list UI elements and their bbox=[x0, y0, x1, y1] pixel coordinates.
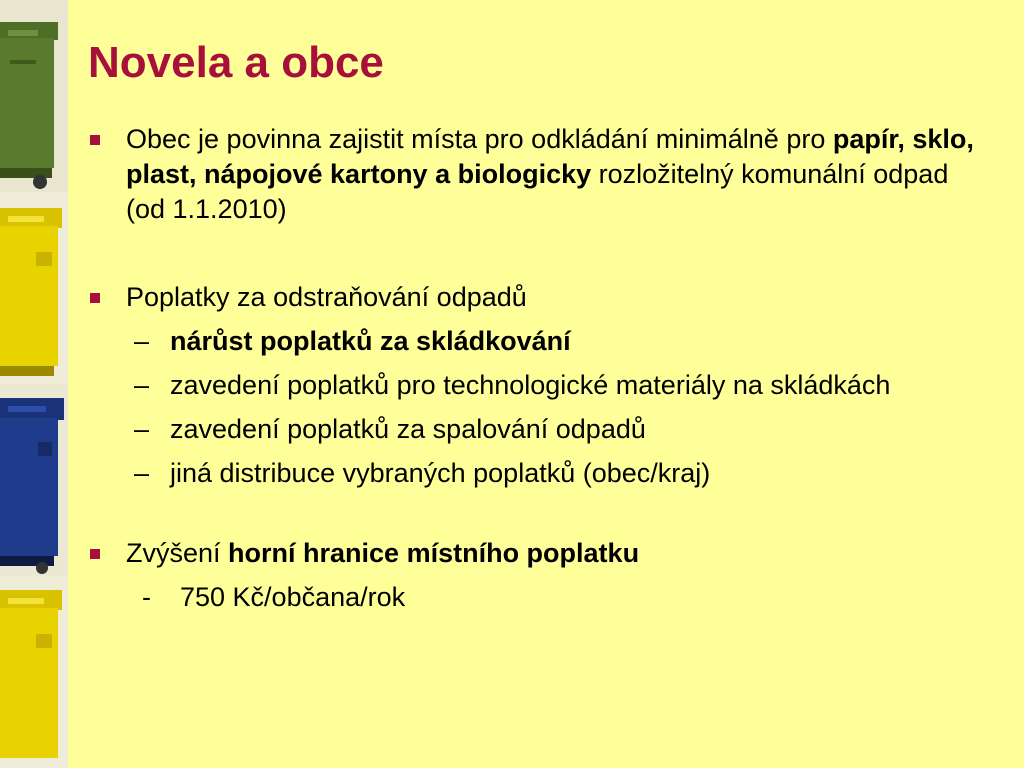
sub-item-3 bbox=[88, 412, 988, 447]
bullet-item-2 bbox=[88, 280, 988, 315]
sub-item-4-text: jiná distribuce vybraných poplatků (obec/kraj) bbox=[170, 458, 711, 488]
sub-item-fee-text: 750 Kč/občana/rok bbox=[180, 582, 406, 612]
hyphen-marker: - bbox=[142, 582, 151, 612]
square-bullet-icon bbox=[90, 135, 100, 145]
sub-item-1-text: nárůst poplatků za skládkování bbox=[170, 326, 571, 356]
dash-marker: – bbox=[134, 414, 150, 444]
dash-marker: – bbox=[134, 326, 150, 356]
sub-item-2 bbox=[88, 368, 988, 403]
slide-title: Novela a obce bbox=[88, 38, 384, 87]
bullet-1-text-end: rozložitelný komunální odpad (od 1.1.2010) bbox=[126, 159, 949, 224]
sub-item-2-text: zavedení poplatků pro technologické materiály na skládkách bbox=[170, 370, 891, 400]
square-bullet-icon bbox=[90, 549, 100, 559]
sub-item-fee bbox=[88, 580, 988, 615]
bullet-3-bold: horní hranice místního poplatku bbox=[228, 538, 640, 568]
yellow-bin-image-2 bbox=[0, 576, 68, 768]
green-bin-image bbox=[0, 0, 68, 192]
bullet-3-text: Zvýšení bbox=[126, 538, 229, 568]
bullet-item-3 bbox=[88, 536, 988, 571]
slide-content bbox=[88, 122, 988, 615]
bullet-1-bold: papír, sklo, plast, nápojové kartony a biologicky bbox=[126, 124, 974, 189]
waste-bins-image-strip bbox=[0, 0, 68, 768]
bullet-item-1 bbox=[88, 122, 988, 227]
dash-marker: – bbox=[134, 458, 150, 488]
sub-item-3-text: zavedení poplatků za spalování odpadů bbox=[170, 414, 646, 444]
yellow-bin-image-1 bbox=[0, 192, 68, 384]
square-bullet-icon bbox=[90, 293, 100, 303]
sub-item-1 bbox=[88, 324, 988, 359]
bullet-1-text: Obec je povinna zajistit místa pro odkládání minimálně pro bbox=[126, 124, 833, 154]
sub-item-4 bbox=[88, 456, 988, 491]
bullet-2-text: Poplatky za odstraňování odpadů bbox=[126, 282, 527, 312]
blue-bin-image bbox=[0, 384, 68, 576]
dash-marker: – bbox=[134, 370, 150, 400]
